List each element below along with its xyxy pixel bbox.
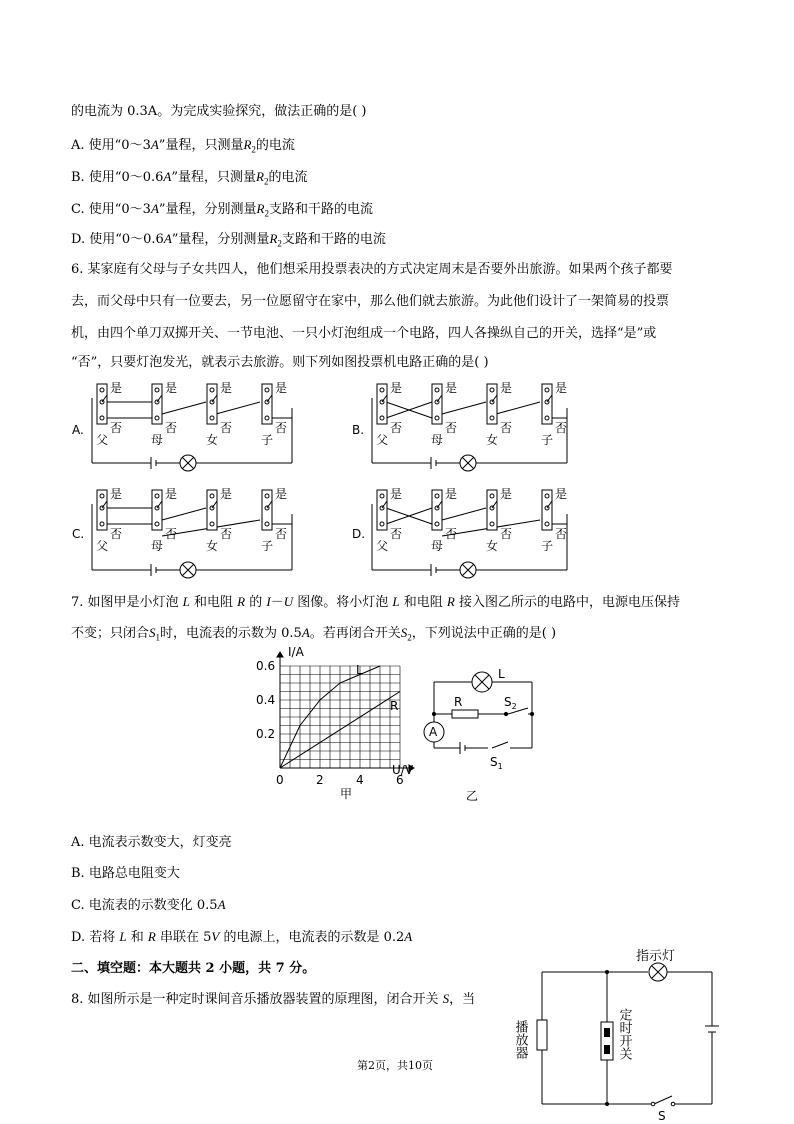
q7-option-d: D. 若将 L 和 R 串联在 5V 的电源上，电流表的示数是 0.2A: [71, 929, 413, 945]
q6-line-4: “否”，只要灯泡发光，就表示去旅游。则下列如图投票机电路正确的是( ): [71, 355, 489, 370]
switch-label-s1: $S_1$: [490, 755, 503, 771]
curve-label-l: L: [356, 663, 363, 677]
svg-text:是: 是: [390, 381, 403, 395]
svg-text:否: 否: [220, 421, 233, 435]
svg-text:母: 母: [431, 539, 444, 553]
resistor-label-r: R: [454, 695, 463, 709]
q8-line-1: 8. 如图所示是一种定时课间音乐播放器装置的原理图，闭合开关 S，当: [71, 991, 476, 1007]
q6-line-3: 机，由四个单刀双掷开关、一节电池、一只小灯泡组成一个电路，四人各操纵自己的开关，选择“是”或: [71, 326, 657, 341]
svg-text:否: 否: [555, 421, 568, 435]
ammeter-label-a: A: [429, 725, 438, 739]
svg-text:父: 父: [96, 433, 109, 447]
svg-text:父: 父: [96, 539, 109, 553]
svg-text:子: 子: [541, 433, 554, 447]
svg-text:父: 父: [376, 539, 389, 553]
svg-text:是: 是: [220, 381, 233, 395]
svg-text:是: 是: [165, 381, 178, 395]
fig-caption-yi: 乙: [466, 789, 479, 802]
fig-caption-jia: 甲: [340, 787, 353, 801]
svg-text:是: 是: [275, 381, 288, 395]
y-axis-label: I/A: [288, 645, 304, 659]
svg-text:子: 子: [261, 433, 274, 447]
voting-circuits-figure: [66, 378, 586, 583]
svg-text:D.: D.: [352, 527, 366, 541]
switch-label-s2: $S_2$: [504, 695, 517, 711]
q8-circuit-figure: [512, 942, 722, 1122]
q7-line-1: 7. 如图甲是小灯泡 L 和电阻 R 的 I－U 图像。将小灯泡 L 和电阻 R 接入图乙所示的电路中，电源电压保持: [71, 594, 680, 610]
x-tick-label: 4: [356, 773, 364, 787]
section-2-heading: 二、填空题：本大题共 2 小题，共 7 分。: [71, 961, 316, 976]
voting-option-labels: [72, 423, 365, 541]
svg-text:否: 否: [110, 527, 123, 541]
svg-text:是: 是: [110, 381, 123, 395]
svg-text:否: 否: [275, 421, 288, 435]
switch-label-s: S: [658, 1109, 666, 1122]
y-tick-label: 0.6: [256, 659, 276, 673]
x-tick-label: 2: [316, 773, 324, 787]
svg-text:女: 女: [206, 539, 219, 553]
voting-circuit-d-switches: [377, 490, 552, 530]
indicator-lamp-label: 指示灯: [636, 949, 676, 964]
x-tick-label: 0: [276, 773, 284, 787]
svg-text:父: 父: [376, 433, 389, 447]
svg-text:C.: C.: [72, 527, 85, 541]
svg-text:是: 是: [555, 487, 568, 501]
svg-text:是: 是: [110, 487, 123, 501]
q7-option-a: A. 电流表示数变大，灯变亮: [71, 835, 232, 850]
curve-label-r: R: [390, 699, 399, 713]
timer-switch-label: 定时开关: [616, 1008, 632, 1060]
svg-text:是: 是: [165, 487, 178, 501]
svg-text:否: 否: [500, 421, 513, 435]
voting-circuit-d: [372, 504, 567, 578]
svg-text:否: 否: [445, 527, 458, 541]
q5-option-b: B. 使用“0～0.6A”量程，只测量$R_2$的电流: [71, 169, 308, 187]
q7-option-c: C. 电流表的示数变化 0.5A: [71, 897, 226, 913]
svg-text:否: 否: [110, 421, 123, 435]
svg-text:母: 母: [151, 539, 164, 553]
svg-text:女: 女: [486, 539, 499, 553]
svg-text:子: 子: [261, 539, 274, 553]
x-tick-label: 6: [396, 773, 404, 787]
svg-text:是: 是: [220, 487, 233, 501]
svg-text:是: 是: [275, 487, 288, 501]
svg-text:否: 否: [500, 527, 513, 541]
circuit-yi: [412, 662, 542, 802]
svg-text:是: 是: [555, 381, 568, 395]
svg-text:否: 否: [445, 421, 458, 435]
svg-text:B.: B.: [352, 423, 365, 437]
svg-text:否: 否: [555, 527, 568, 541]
voting-circuit-b-switches: [377, 384, 552, 424]
x-axis-label: U/V: [392, 763, 414, 777]
q6-line-2: 去，而父母中只有一位要去，另一位愿留守在家中，那么他们就去旅游。为此他们设计了一架简易的投票: [71, 294, 670, 309]
q5-option-d: D. 使用“0～0.6A”量程，分别测量$R_2$支路和干路的电流: [71, 231, 386, 249]
page-footer: 第2页，共10页: [357, 1059, 433, 1072]
svg-text:是: 是: [390, 487, 403, 501]
y-axis-arrow: [277, 652, 283, 657]
svg-text:A.: A.: [72, 423, 84, 437]
svg-text:母: 母: [151, 433, 164, 447]
q5-option-a: A. 使用“0～3A”量程，只测量$R_2$的电流: [71, 137, 295, 155]
q5-option-c: C. 使用“0～3A”量程，分别测量$R_2$支路和干路的电流: [71, 201, 374, 219]
svg-text:是: 是: [445, 381, 458, 395]
q5-line: 的电流为 0.3A。为完成实验探究，做法正确的是( ): [71, 104, 367, 119]
svg-text:子: 子: [541, 539, 554, 553]
svg-text:否: 否: [390, 421, 403, 435]
svg-text:否: 否: [165, 421, 178, 435]
svg-text:否: 否: [165, 527, 178, 541]
y-tick-label: 0.4: [256, 693, 276, 707]
q6-line-1: 6. 某家庭有父母与子女共四人，他们想采用投票表决的方式决定周末是否要外出旅游。如果两个孩子都要: [71, 262, 673, 277]
player-label: 播放器: [512, 1020, 528, 1059]
svg-text:否: 否: [220, 527, 233, 541]
svg-text:否: 否: [275, 527, 288, 541]
svg-text:是: 是: [500, 381, 513, 395]
svg-text:是: 是: [500, 487, 513, 501]
svg-text:女: 女: [206, 433, 219, 447]
q7-line-2: 不变；只闭合$S_1$时，电流表的示数为 0.5A。若再闭合开关$S_2$，下列说法中正确的是( ): [71, 625, 557, 643]
y-tick-label: 0.2: [256, 727, 276, 741]
q7-option-b: B. 电路总电阻变大: [71, 866, 180, 881]
svg-text:是: 是: [445, 487, 458, 501]
svg-text:母: 母: [431, 433, 444, 447]
svg-text:否: 否: [390, 527, 403, 541]
svg-text:女: 女: [486, 433, 499, 447]
lamp-label-l: L: [498, 667, 505, 681]
iu-graph-jia: [248, 642, 428, 804]
